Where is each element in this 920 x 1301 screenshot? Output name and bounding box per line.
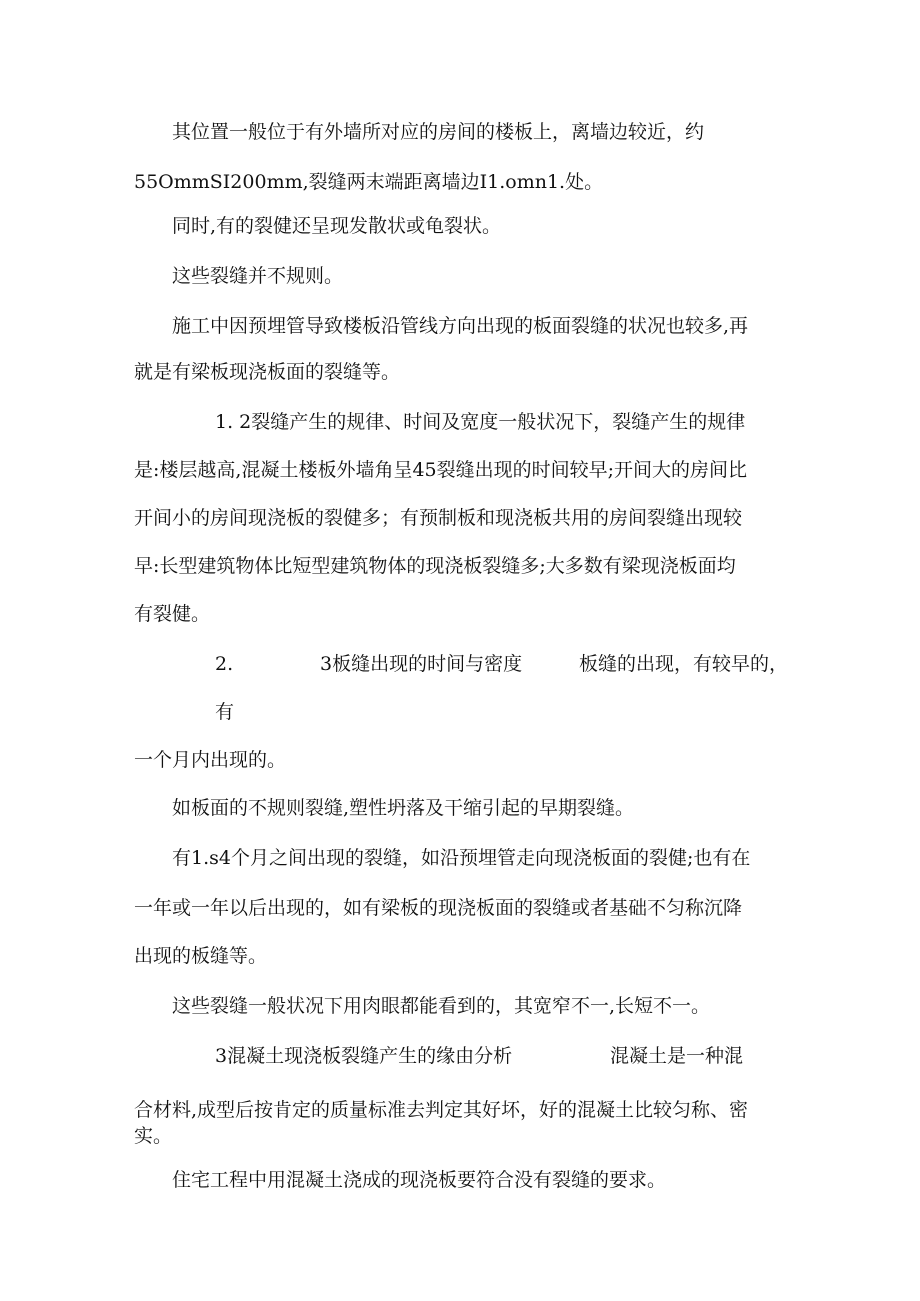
heading-number: 2.	[215, 653, 234, 675]
heading-text: 板缝的出现，有较早的，	[579, 653, 789, 675]
heading-text: 混凝土是一种混	[610, 1045, 744, 1067]
heading-title: 3板缝出现的时间与密度	[320, 653, 523, 675]
heading-title: 3混凝土现浇板裂缝产生的缘由分析	[215, 1045, 513, 1067]
document-page: 其位置一般位于有外墙所对应的房间的楼板上，离墙边较近，约 55OmmSI200mm,裂缝两末端距离墙边I1.omn1.处。 同时,有的裂健还呈现发散状或龟裂状。 这些裂缝并不规则。 施工中因预埋管导致楼板沿管线方向出现的板面裂缝的状况也较多,再 就是有梁板现浇板面的裂缝等。 1. 2裂缝产生的规律、时间及宽度一般状况下，裂缝产生的规律 是:楼层越高,混凝土楼板外墙角呈45裂缝出现的时间较早;开间大的房间比 开间小的房间现浇板的裂健多；有预制板和现浇板共用的房间裂缝出现较 早:长型建筑物体比短型建筑物体的现浇板裂缝多;大多数有梁现浇板面均 有裂健。 2. 3板缝出现的时间与密度 板缝的出现，有较早的， 有 一个月内出现的。 如板面的不规则裂缝,塑性坍落及干缩引起的早期裂缝。 有1.s4个月之间出现的裂缝，如沿预埋管走向现浇板面的裂健;也有在 一年或一年以后出现的，如有梁板的现浇板面的裂缝或者基础不匀称沉降 出现的板缝等。 这些裂缝一般状况下用肉眼都能看到的，其宽窄不一,长短不一。 3混凝土现浇板裂缝产生的缘由分析 混凝土是一种混 合材料,成型后按肯定的质量标准去判定其好坏，好的混凝土比较匀称、密 实。 住宅工程中用混凝土浇成的现浇板要符合没有裂缝的要求。	[134, 121, 789, 1191]
